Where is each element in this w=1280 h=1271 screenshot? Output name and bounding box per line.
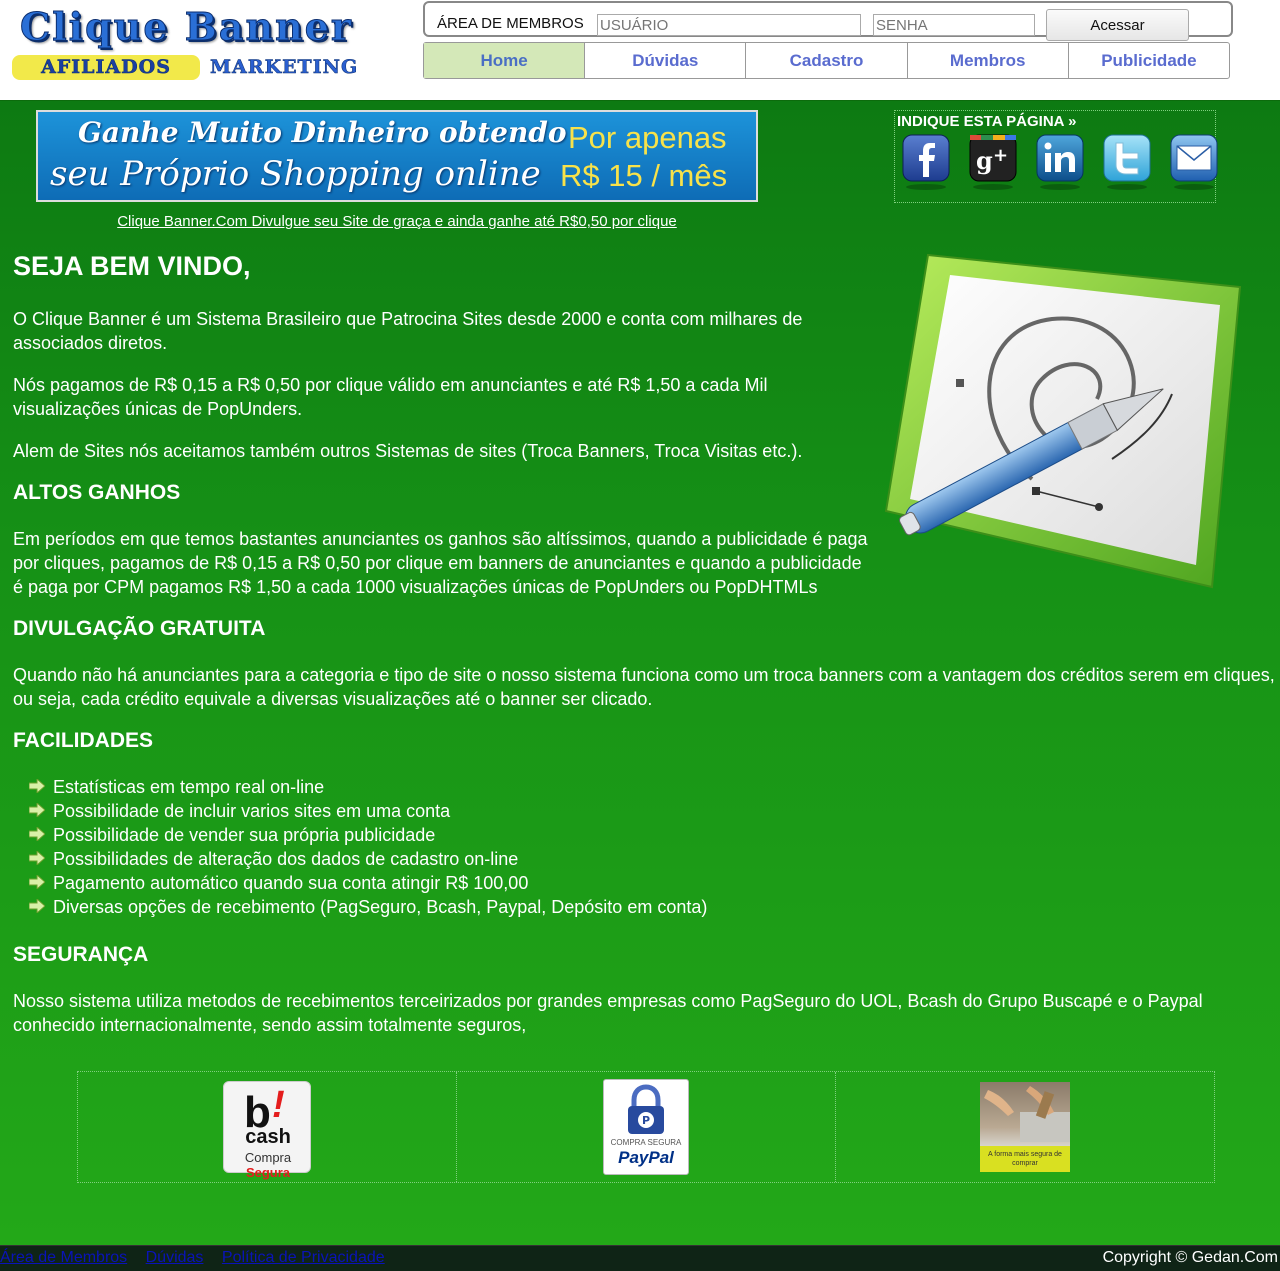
paypal-caption-brand: PayPal [618, 1148, 674, 1167]
site-header [0, 0, 1280, 101]
feature-text: Possibilidade de vender sua própria publicidade [53, 825, 436, 845]
svg-text:+: + [993, 145, 1009, 166]
divulgacao-paragraph: Quando não há anunciantes para a categoria e tipo de site o nosso sistema funciona como um troca banners com a vantagem dos créditos serem em cliques, ou seja, cada crédito equivale a diversas visualizações até o banner ser clicado. [13, 665, 1275, 709]
share-box [894, 110, 1216, 203]
ganhos-paragraph: Em períodos em que temos bastantes anunciantes os ganhos são altíssimos, quando a publicidade é paga por cliques, pagamos de R$ 0,15 a R$ 0,50 por clique em banners de anunciantes e quando a publicidade é paga por CPM pagamos R$ 1,50 a cada 1000 visualizações únicas de PopUnders ou PopDHTMLs [13, 529, 868, 597]
intro-paragraph: Alem de Sites nós aceitamos também outros Sistemas de sites (Troca Banners, Troca Visitas etc.). [13, 441, 803, 461]
bcash-caption-segura: Segura [245, 1165, 291, 1180]
section-title-seguranca: SEGURANÇA [13, 943, 149, 966]
feature-text: Estatísticas em tempo real on-line [53, 777, 325, 797]
password-input[interactable] [873, 14, 1035, 36]
linkedin-icon[interactable] [1035, 133, 1085, 191]
footer-links [0, 1249, 399, 1267]
arrow-right-icon [29, 803, 45, 817]
member-area-label: ÁREA DE MEMBROS [437, 15, 584, 32]
arrow-right-icon [29, 851, 45, 865]
padlock-icon [604, 1082, 688, 1138]
shopping-banner-ad[interactable] [36, 110, 758, 202]
main-content-area [0, 101, 1280, 1245]
features-list [29, 775, 1278, 919]
bcash-logo-bang: ! [272, 1084, 285, 1126]
share-icons [901, 133, 1219, 191]
paypal-logo[interactable] [603, 1079, 689, 1175]
list-item [29, 799, 1278, 823]
list-item [29, 847, 1278, 871]
bcash-logo-caption [224, 1150, 312, 1180]
site-footer [0, 1245, 1280, 1271]
feature-text: Diversas opções de recebimento (PagSeguro, Bcash, Paypal, Depósito em conta) [53, 897, 708, 917]
footer-copyright: Copyright © Gedan.Com [1102, 1249, 1278, 1266]
banner-caption-link[interactable]: Clique Banner.Com Divulgue seu Site de graça e ainda ganhe até R$0,50 por clique [117, 213, 677, 230]
username-input[interactable] [597, 14, 861, 36]
svg-text:g: g [976, 146, 993, 175]
footer-link-area-membros[interactable]: Área de Membros [0, 1249, 128, 1266]
footer-link-duvidas[interactable]: Dúvidas [145, 1249, 204, 1266]
arrow-right-icon [29, 875, 45, 889]
banner-price-label: Por apenas [568, 120, 727, 155]
nav-tab-cadastro[interactable]: Cadastro [746, 43, 907, 78]
feature-text: Possibilidades de alteração dos dados de cadastro on-line [53, 849, 519, 869]
section-title-divulgacao: DIVULGAÇÃO GRATUITA [13, 617, 266, 640]
feature-text: Possibilidade de incluir varios sites em uma conta [53, 801, 451, 821]
google-plus-icon[interactable] [968, 133, 1018, 191]
share-title: INDIQUE ESTA PÁGINA » [897, 113, 1077, 130]
bcash-caption-compra: Compra [244, 1150, 292, 1165]
welcome-content [13, 251, 1278, 1055]
arrow-right-icon [29, 779, 45, 793]
section-title-facilidades: FACILIDADES [13, 729, 154, 752]
footer-link-privacidade[interactable]: Política de Privacidade [221, 1249, 385, 1266]
payment-cell [836, 1072, 1214, 1182]
nav-tab-membros[interactable]: Membros [908, 43, 1069, 78]
list-item [29, 823, 1278, 847]
intro-paragraph: Nós pagamos de R$ 0,15 a R$ 0,50 por clique válido em anunciantes e até R$ 1,50 a cada Mil visualizações únicas de PopUnders. [13, 375, 768, 419]
list-item [29, 895, 1278, 919]
logo-tag-afiliados: AFILIADOS [12, 55, 200, 80]
intro-paragraph: O Clique Banner é um Sistema Brasileiro que Patrocina Sites desde 2000 e conta com milhares de associados diretos. [13, 309, 803, 353]
nav-tab-duvidas[interactable]: Dúvidas [585, 43, 746, 78]
facebook-icon[interactable] [901, 133, 951, 191]
logo-title: Clique Banner [20, 4, 353, 49]
laptop-hands-image [980, 1082, 1070, 1146]
bcash-logo[interactable] [223, 1081, 311, 1180]
payment-logos-table [77, 1071, 1215, 1183]
main-nav [423, 42, 1230, 79]
banner-price-value: R$ 15 / mês [560, 158, 728, 193]
list-item [29, 871, 1278, 895]
banner-headline: Ganhe Muito Dinheiro obtendo [78, 116, 567, 149]
section-title-ganhos: ALTOS GANHOS [13, 481, 181, 504]
bcash-logo-b: b [244, 1088, 271, 1137]
banner-subheadline: seu Próprio Shopping online [50, 154, 541, 194]
paypal-caption-top: COMPRA SEGURA [610, 1138, 682, 1147]
email-icon[interactable] [1169, 133, 1219, 191]
list-item [29, 775, 1278, 799]
bcash-logo-cash: cash [245, 1126, 291, 1148]
nav-tab-publicidade[interactable]: Publicidade [1101, 51, 1197, 70]
pagseguro-caption: A forma mais segura de comprar [980, 1146, 1070, 1172]
payment-cell [457, 1072, 836, 1182]
pagseguro-logo[interactable] [980, 1082, 1070, 1172]
logo-tag-marketing: MARKETING [210, 56, 359, 78]
payment-cell [78, 1072, 457, 1182]
login-button[interactable]: Acessar [1046, 9, 1189, 41]
arrow-right-icon [29, 899, 45, 913]
svg-text:P: P [642, 1114, 651, 1127]
site-logo[interactable] [12, 4, 392, 84]
member-login-form [423, 1, 1233, 37]
seguranca-paragraph: Nosso sistema utiliza metodos de recebimentos terceirizados por grandes empresas como PagSeguro do UOL, Bcash do Grupo Buscapé e o Paypal conhecido internacionalmente, sendo assim totalmente seguros, [13, 991, 1203, 1035]
arrow-right-icon [29, 827, 45, 841]
welcome-title: SEJA BEM VINDO, [13, 251, 251, 281]
nav-tab-home[interactable]: Home [424, 43, 585, 78]
twitter-icon[interactable] [1102, 133, 1152, 191]
feature-text: Pagamento automático quando sua conta atingir R$ 100,00 [53, 873, 529, 893]
